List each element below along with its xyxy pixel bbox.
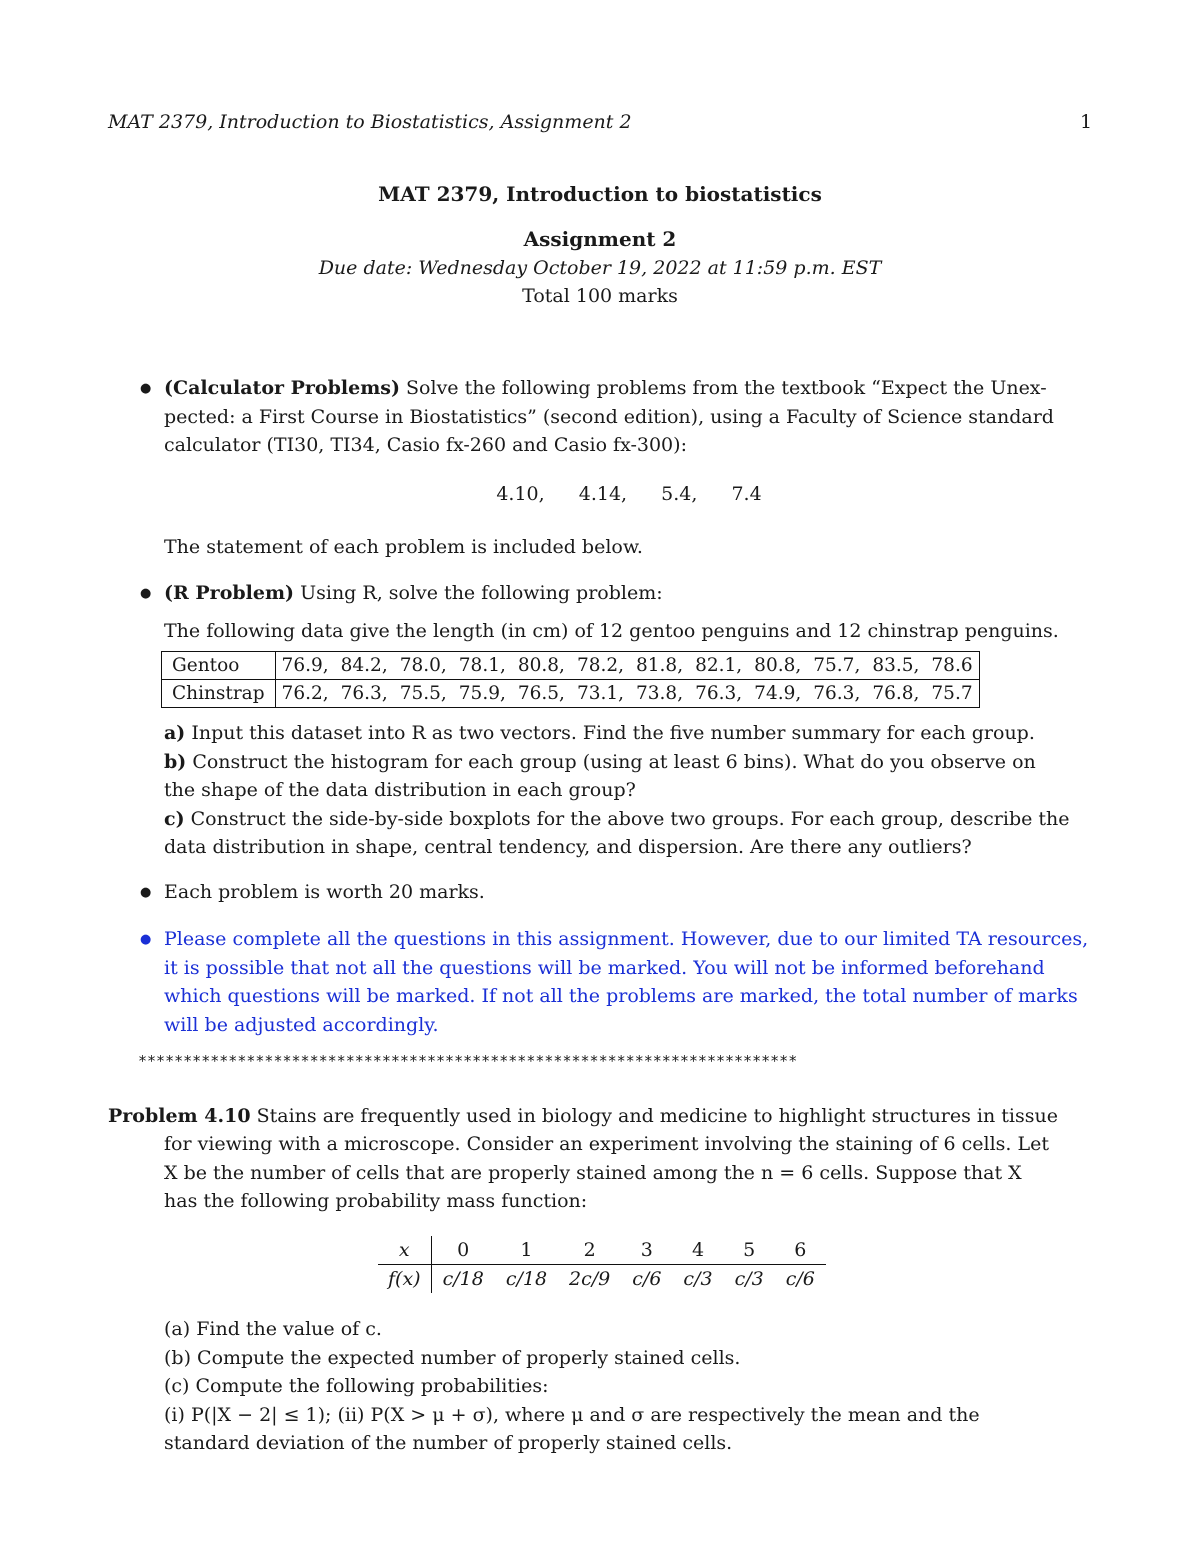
table-row [378,1236,826,1265]
pmf-x-value: 2 [558,1236,621,1265]
course-title: MAT 2379, Introduction to biostatistics [378,182,822,206]
problem-number: 5.4, [661,483,698,505]
pmf-x-value: 4 [672,1236,723,1265]
question-c-parts-l1: (i) P(|X − 2| ≤ 1); (ii) P(X > μ + σ), where μ and σ are respectively the mean and the [164,1403,980,1426]
pmf-table [378,1236,826,1293]
bullet-icon: ● [140,381,152,396]
total-marks: Total 100 marks [522,285,678,307]
running-header: MAT 2379, Introduction to Biostatistics, Assignment 2 [108,111,632,133]
row-label: Chinstrap [162,680,276,708]
part-a-label: a) [164,722,186,744]
table-cell: 75.7, [807,652,866,680]
pmf-f-value: c/18 [442,1268,484,1290]
problem-410-text-l1: Stains are frequently used in biology and medicine to highlight structures in tissue [256,1105,1058,1127]
bullet-icon: ● [140,885,152,900]
row-label: Gentoo [162,652,276,680]
table-cell: 78.1, [453,652,512,680]
bullet-icon: ● [140,932,152,947]
pmf-x-header: x [378,1236,431,1265]
table-cell: 76.3, [335,680,394,708]
part-c-text: Construct the side-by-side boxplots for the above two groups. For each group, describe the [190,807,1070,830]
pmf-f-value: 2c/9 [569,1268,611,1290]
part-c-text-l2: data distribution in shape, central tendency, and dispersion. Are there any outliers? [164,836,972,858]
notice-l2: it is possible that not all the questions will be marked. You will not be informed beforehand [164,956,1045,979]
question-c-parts-l2: standard deviation of the number of properly stained cells. [164,1432,733,1454]
pmf-x-value: 3 [621,1236,672,1265]
part-b-text-l2: the shape of the data distribution in each group? [164,779,636,801]
notice-l1: Please complete all the questions in this assignment. However, due to our limited TA resources, [164,928,1089,950]
table-cell: 80.8, [748,652,807,680]
question-b: (b) Compute the expected number of properly stained cells. [164,1346,741,1369]
problem-410-text-l4: has the following probability mass function: [164,1190,588,1212]
table-row [162,680,980,708]
table-cell: 76.8, [866,680,925,708]
problem-number: 4.10, [496,483,545,505]
part-b-text: Construct the histogram for each group (using at least 6 bins). What do you observe on [192,750,1036,773]
notice-section [164,925,1094,1039]
r-problem-label: (R Problem) [164,582,295,604]
problem-number: 7.4 [731,483,762,505]
table-cell: 84.2, [335,652,394,680]
table-row [162,652,980,680]
pmf-x-value: 0 [431,1236,495,1265]
table-cell: 81.8, [630,652,689,680]
part-a-text: Input this dataset into R as two vectors. Find the five number summary for each group. [191,722,1035,744]
due-date: Due date: Wednesday October 19, 2022 at 11:59 p.m. EST [318,257,882,279]
pmf-f-header: f(x) [378,1265,431,1294]
bullet-icon: ● [140,586,152,601]
problem-410-text-l2: for viewing with a microscope. Consider an experiment involving the staining of 6 cells. Let [164,1133,1050,1155]
table-cell: 73.1, [571,680,630,708]
table-cell: 80.8, [512,652,571,680]
table-cell: 76.3, [689,680,748,708]
table-cell: 76.2, [275,680,335,708]
r-problem-intro-text: Using R, solve the following problem: [300,582,663,604]
pmf-x-value: 5 [724,1236,775,1265]
calculator-text-l1: Solve the following problems from the textbook “Expect the Unex- [406,377,1047,399]
calculator-section [164,374,1094,460]
table-cell: 78.2, [571,652,630,680]
pmf-f-value: c/6 [785,1268,815,1290]
page-number: 1 [1080,111,1093,133]
table-cell: 82.1, [689,652,748,680]
part-c-label: c) [164,807,185,830]
problem-410-l1 [108,1102,1094,1131]
table-cell: 74.9, [748,680,807,708]
notice-l3: which questions will be marked. If not all the problems are marked, the total number of marks [164,985,1078,1007]
calculator-text-l3: calculator (TI30, TI34, Casio fx-260 and Casio fx-300): [164,434,687,456]
problem-410-label: Problem 4.10 [108,1105,251,1127]
r-problem-parts [164,719,1094,862]
part-b-label: b) [164,750,187,773]
pmf-f-value: c/3 [734,1268,764,1290]
problem-410-text-l3: X be the number of cells that are properly stained among the n = 6 cells. Suppose that X [164,1161,1022,1184]
calculator-note: The statement of each problem is included below. [164,536,643,558]
problem-410-body [164,1130,1094,1216]
problem-410-questions [164,1315,1094,1458]
table-cell: 75.5, [394,680,453,708]
calculator-text-l2: pected: a First Course in Biostatistics” (second edition), using a Faculty of Science standard [164,405,1054,428]
question-c: (c) Compute the following probabilities: [164,1375,549,1397]
problem-number: 4.14, [578,483,628,505]
table-cell: 76.3, [807,680,866,708]
table-cell: 73.8, [630,680,689,708]
table-cell: 75.7 [925,680,979,708]
notice-l4: will be adjusted accordingly. [164,1013,439,1036]
pmf-x-value: 1 [495,1236,558,1265]
assignment-title: Assignment 2 [523,227,677,251]
table-cell: 83.5, [866,652,925,680]
pmf-f-value: c/3 [683,1268,713,1290]
table-row [378,1265,826,1294]
table-cell: 76.5, [512,680,571,708]
marks-note: Each problem is worth 20 marks. [164,881,485,903]
table-cell: 78.6 [925,652,979,680]
calculator-problem-list [164,483,1094,505]
penguin-data-table [161,651,980,708]
table-cell: 78.0, [394,652,453,680]
pmf-f-value: c/18 [505,1268,548,1290]
separator-line: ************************************************************************* [138,1052,798,1070]
table-cell: 76.9, [275,652,335,680]
pmf-x-value: 6 [775,1236,826,1265]
table-cell: 75.9, [453,680,512,708]
r-problem-data-intro: The following data give the length (in cm) of 12 gentoo penguins and 12 chinstrap penguins. [164,620,1059,642]
pmf-f-value: c/6 [632,1268,662,1290]
r-problem-intro [164,579,1094,608]
calculator-label: (Calculator Problems) [164,377,400,399]
question-a: (a) Find the value of c. [164,1318,382,1340]
